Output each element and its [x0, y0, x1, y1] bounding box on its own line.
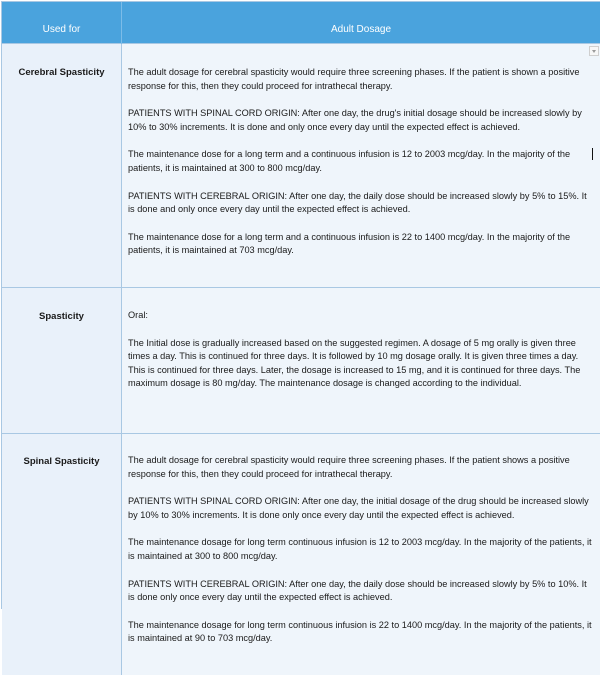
column-header-used-for-label: Used for	[43, 11, 81, 35]
dosage-cell[interactable]	[122, 434, 601, 675]
dosage-paragraph: The maintenance dosage for long term continuous infusion is 22 to 1400 mcg/day. In the majority of the patients, it is maintained at 90 to 703 mcg/day.	[128, 619, 594, 646]
dosage-cell[interactable]	[122, 44, 601, 288]
dosage-paragraph: The maintenance dose for a long term and a continuous infusion is 12 to 2003 mcg/day. In the majority of the patients, it is maintained at 300 to 800 mcg/day.	[128, 148, 594, 175]
dosage-paragraph: The maintenance dose for a long term and a continuous infusion is 22 to 1400 mcg/day. In the majority of the patients, it is maintained at 703 mcg/day.	[128, 231, 594, 258]
dosage-paragraph: The Initial dose is gradually increased based on the suggested regimen. A dosage of 5 mg orally is given three times a day. This is continued for three days. It is followed by 10 mg dosage orally. It is given three times a day. This is continued for three days. Later, the dosage is increased to 15 mg, and it is continued for three days. The maximum dosage is 80 mg/day. The maintenance dosage is changed according to the individual.	[128, 337, 594, 391]
dosage-paragraph: PATIENTS WITH SPINAL CORD ORIGIN: After one day, the drug's initial dosage should be increased slowly by 10% to 30% increments. It is done and only once every day until the expected effect is achieved.	[128, 107, 594, 134]
dosage-table-container	[1, 1, 600, 609]
row-label: Cerebral Spasticity	[2, 44, 122, 288]
table-row	[2, 288, 600, 434]
dosage-paragraph: The adult dosage for cerebral spasticity would require three screening phases. If the patient shows a positive response for this, then they could proceed for intrathecal therapy.	[128, 454, 594, 481]
dosage-cell[interactable]	[122, 288, 601, 434]
column-header-adult-dosage-label: Adult Dosage	[331, 11, 391, 35]
cell-dropdown-icon[interactable]	[589, 46, 599, 56]
dosage-paragraph: The adult dosage for cerebral spasticity would require three screening phases. If the patient is shown a positive response for this, then they could proceed for intrathecal therapy.	[128, 66, 594, 93]
dosage-table	[2, 2, 600, 675]
dosage-paragraph: PATIENTS WITH CEREBRAL ORIGIN: After one day, the daily dose should be increased slowly by 5% to 15%. It is done and only once every day until the expected effect is achieved.	[128, 190, 594, 217]
dosage-paragraph: The maintenance dosage for long term continuous infusion is 12 to 2003 mcg/day. In the majority of the patients, it is maintained at 300 to 800 mcg/day.	[128, 536, 594, 563]
dosage-paragraph: Oral:	[128, 309, 594, 323]
dosage-paragraph: PATIENTS WITH CEREBRAL ORIGIN: After one day, the daily dose should be increased slowly by 5% to 10%. It is done only once every day until the expected effect is achieved.	[128, 578, 594, 605]
row-label: Spinal Spasticity	[2, 434, 122, 675]
column-header-adult-dosage	[122, 2, 601, 44]
row-label: Spasticity	[2, 288, 122, 434]
table-row	[2, 44, 600, 288]
table-row	[2, 434, 600, 675]
table-header-row	[2, 2, 600, 44]
column-header-used-for	[2, 2, 122, 44]
dosage-paragraph: PATIENTS WITH SPINAL CORD ORIGIN: After one day, the initial dosage of the drug should be increased slowly by 10% to 30% increments. It is done only once every day until the expected effect is achieved.	[128, 495, 594, 522]
text-cursor	[592, 148, 593, 160]
